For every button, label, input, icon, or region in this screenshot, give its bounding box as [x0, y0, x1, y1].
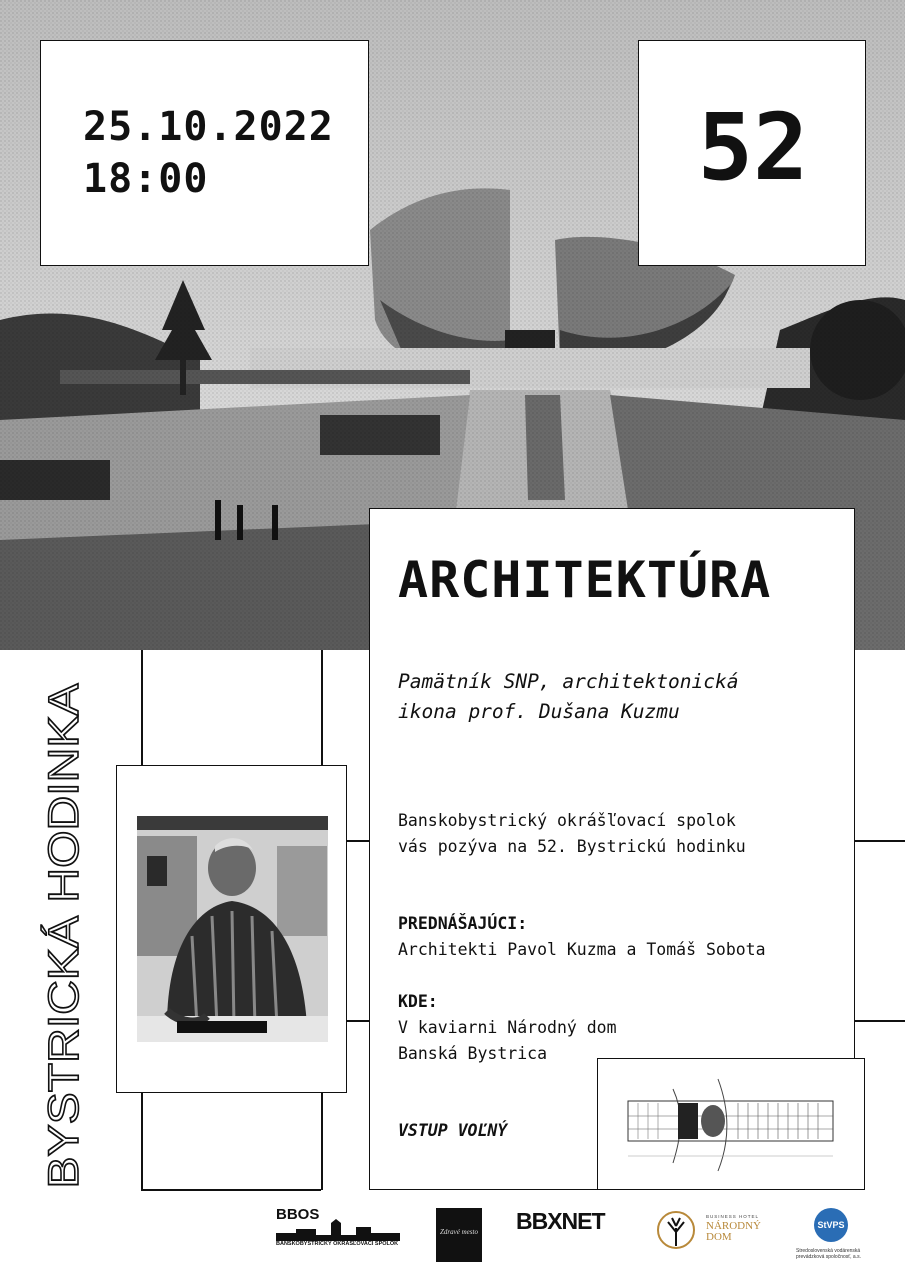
invitation-line: vás pozýva na 52. Bystrickú hodinku [398, 837, 746, 856]
logo-narodny-dom [656, 1208, 766, 1254]
logo-hotel-name: NÁRODNÝ DOM [706, 1220, 761, 1243]
place-section [398, 989, 617, 1067]
subtitle-line: Pamätník SNP, architektonická [398, 670, 739, 693]
logo-bbos-text: BBOS [276, 1206, 320, 1223]
stvps-subtitle [796, 1248, 861, 1260]
stvps-subtitle-line: prevádzková spoločnosť, a.s. [796, 1254, 861, 1260]
place-line: V kaviarni Národný dom [398, 1018, 617, 1037]
speakers-section [398, 911, 766, 963]
subtitle-line: ikona prof. Dušana Kuzmu [398, 700, 680, 723]
series-title-vertical [40, 680, 88, 1192]
grid-line [141, 1189, 321, 1191]
tree-icon [656, 1210, 696, 1250]
floor-plan-drawing [618, 1071, 848, 1181]
page-title: ARCHITEKTÚRA [398, 551, 772, 609]
portrait-photo [137, 816, 328, 1042]
entry-note: VSTUP VOĽNÝ [398, 1121, 508, 1140]
grid-line [346, 840, 370, 842]
grid-line [141, 1093, 143, 1190]
stvps-subtitle-line: Stredoslovenská vodárenská [796, 1248, 861, 1254]
logo-zdrave-mesto [436, 1208, 482, 1262]
invitation-line: Banskobystrický okrášľovací spolok [398, 811, 736, 830]
grid-line [855, 840, 905, 842]
stvps-badge: StVPS [814, 1208, 848, 1242]
invitation-text [398, 808, 746, 860]
event-time: 18:00 [83, 156, 209, 202]
speakers-label: PREDNÁŠAJÚCI: [398, 914, 528, 933]
logo-bbos-subtitle: BANSKOBYSTRICKÝ OKRÁŠĽOVACÍ SPOLOK [276, 1241, 399, 1247]
logo-bbos [276, 1200, 400, 1270]
logo-stvps [796, 1208, 896, 1270]
floor-plan-box [597, 1058, 865, 1190]
portrait-frame [116, 765, 347, 1093]
logo-zdrave-mesto-text: Zdravé mesto [440, 1228, 478, 1236]
date-box [40, 40, 369, 266]
series-title: BYSTRICKÁ HODINKA [40, 736, 88, 1189]
grid-line [141, 650, 143, 765]
event-date: 25.10.2022 [83, 104, 334, 150]
speakers-names: Architekti Pavol Kuzma a Tomáš Sobota [398, 940, 766, 959]
subtitle [398, 667, 738, 727]
grid-line [855, 1020, 905, 1022]
grid-line [321, 650, 323, 765]
place-line: Banská Bystrica [398, 1044, 548, 1063]
event-datetime [83, 101, 334, 205]
place-label: KDE: [398, 992, 438, 1011]
edition-number-box [638, 40, 866, 266]
edition-number: 52 [697, 94, 809, 201]
logo-hotel-subtitle: BUSINESS HOTEL [706, 1214, 760, 1219]
logo-bbxnet: BBXNET [516, 1208, 605, 1234]
grid-line [321, 1093, 323, 1190]
grid-line [346, 1020, 370, 1022]
